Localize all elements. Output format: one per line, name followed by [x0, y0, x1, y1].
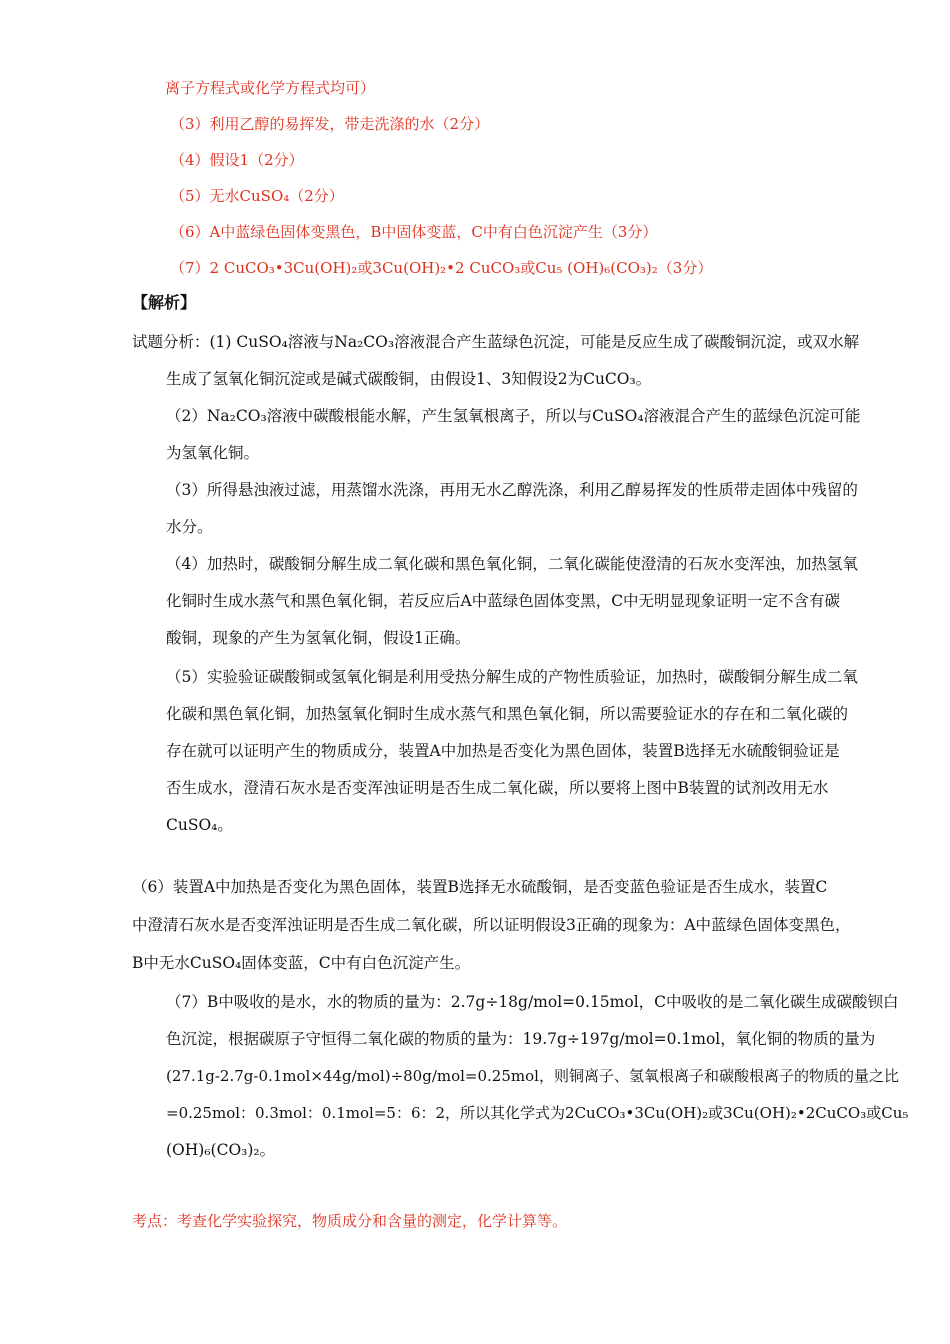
analysis-line: (OH)₆(CO₃)₂。 [166, 1141, 276, 1159]
answer-line: （4）假设1（2分） [170, 151, 304, 169]
answer-line: （7）2 CuCO₃•3Cu(OH)₂或3Cu(OH)₂•2 CuCO₃或Cu₅ (OH)₆(CO₃)₂（3分） [170, 259, 713, 277]
analysis-heading: 【解析】 [132, 293, 197, 312]
analysis-line: （6）装置A中加热是否变化为黑色固体，装置B选择无水硫酸铜，是否变蓝色验证是否生成水，装置C [132, 878, 828, 896]
answer-line: （3）利用乙醇的易挥发，带走洗涤的水（2分） [170, 115, 490, 133]
analysis-line: （3）所得悬浊液过滤，用蒸馏水洗涤，再用无水乙醇洗涤，利用乙醇易挥发的性质带走固体中残留的 [166, 481, 858, 499]
analysis-line: 生成了氢氧化铜沉淀或是碱式碳酸铜，由假设1、3知假设2为CuCO₃。 [166, 370, 652, 388]
analysis-line: B中无水CuSO₄固体变蓝，C中有白色沉淀产生。 [132, 954, 471, 972]
analysis-line: 化铜时生成水蒸气和黑色氧化铜，若反应后A中蓝绿色固体变黑，C中无明显现象证明一定不含有碳 [166, 592, 841, 610]
analysis-line: 试题分析：(1) CuSO₄溶液与Na₂CO₃溶液混合产生蓝绿色沉淀，可能是反应生成了碳酸铜沉淀，或双水解 [132, 333, 860, 351]
answer-line: 离子方程式或化学方程式均可） [165, 79, 376, 97]
analysis-line: 否生成水，澄清石灰水是否变浑浊证明是否生成二氧化碳，所以要将上图中B装置的试剂改用无水 [166, 779, 829, 797]
analysis-line: CuSO₄。 [166, 816, 233, 834]
analysis-line: 水分。 [166, 518, 213, 536]
answer-line: （5）无水CuSO₄（2分） [170, 187, 344, 205]
analysis-line: （5）实验验证碳酸铜或氢氧化铜是利用受热分解生成的产物性质验证，加热时，碳酸铜分解生成二氧 [166, 668, 858, 686]
analysis-line: 为氢氧化铜。 [166, 444, 260, 462]
answer-line: （6）A中蓝绿色固体变黑色，B中固体变蓝，C中有白色沉淀产生（3分） [170, 223, 658, 241]
analysis-line: 存在就可以证明产生的物质成分，装置A中加热是否变化为黑色固体，装置B选择无水硫酸铜验证是 [166, 742, 840, 760]
analysis-line: （4）加热时，碳酸铜分解生成二氧化碳和黑色氧化铜，二氧化碳能使澄清的石灰水变浑浊，加热氢氧 [166, 555, 858, 573]
analysis-line: (27.1g-2.7g-0.1mol×44g/mol)÷80g/mol=0.25mol，则铜离子、氢氧根离子和碳酸根离子的物质的量之比 [166, 1067, 899, 1085]
analysis-line: 中澄清石灰水是否变浑浊证明是否生成二氧化碳，所以证明假设3正确的现象为：A中蓝绿色固体变黑色， [132, 916, 851, 934]
analysis-line: （2）Na₂CO₃溶液中碳酸根能水解，产生氢氧根离子，所以与CuSO₄溶液混合产生的蓝绿色沉淀可能 [166, 407, 861, 425]
analysis-line: 色沉淀，根据碳原子守恒得二氧化碳的物质的量为：19.7g÷197g/mol=0.1mol，氧化铜的物质的量为 [166, 1030, 876, 1048]
exam-point: 考点：考查化学实验探究，物质成分和含量的测定，化学计算等。 [132, 1212, 568, 1230]
analysis-line: 化碳和黑色氧化铜，加热氢氧化铜时生成水蒸气和黑色氧化铜，所以需要验证水的存在和二氧化碳的 [166, 705, 849, 723]
analysis-line: 酸铜，现象的产生为氢氧化铜，假设1正确。 [166, 629, 471, 647]
analysis-line: （7）B中吸收的是水，水的物质的量为：2.7g÷18g/mol=0.15mol，C中吸收的是二氧化碳生成碳酸钡白 [166, 993, 899, 1011]
analysis-line: =0.25mol：0.3mol：0.1mol=5：6：2，所以其化学式为2CuCO₃•3Cu(OH)₂或3Cu(OH)₂•2CuCO₃或Cu₅ [166, 1104, 909, 1122]
